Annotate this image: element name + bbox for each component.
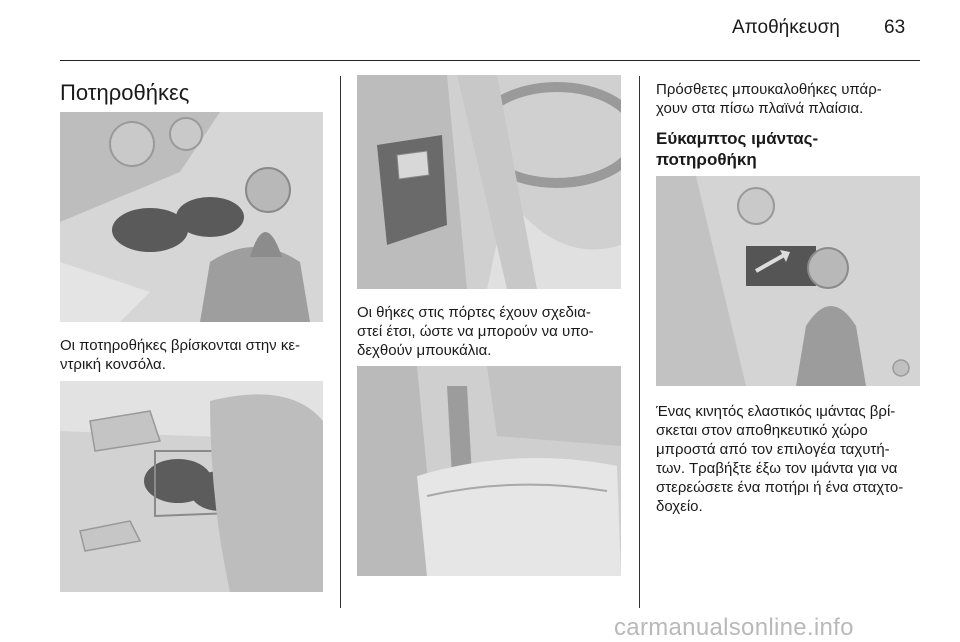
center-console-cupholder-photo — [60, 112, 323, 322]
header-title: Αποθήκευση — [732, 17, 840, 38]
column-divider — [639, 76, 640, 608]
flexible-strap-subheading: Εύκαμπτος ιμάντας- ποτηροθήκη — [656, 129, 819, 169]
page-number: 63 — [884, 17, 906, 38]
additional-bottle-holders-text: Πρόσθετες μπουκαλοθήκες υπάρ- χουν στα πίσω πλαϊνά πλαίσια. — [656, 81, 882, 117]
header-rule — [60, 60, 920, 61]
rear-console-cupholder-photo — [60, 381, 323, 592]
watermark: carmanualsonline.info — [614, 614, 854, 641]
flexible-strap-description: Ένας κινητός ελαστικός ιμάντας βρί- σκεται στον αποθηκευτικό χώρο μπροστά από τον επιλογέα ταχυτή- των. Τραβήξτε έξω τον ιμάντα για να στερεώσετε ένα ποτήρι ή ένα σταχτο- δοχείο. — [656, 403, 904, 515]
door-pocket-photo — [357, 75, 621, 289]
flexible-strap-photo — [656, 176, 920, 386]
cupholder-caption: Οι ποτηροθήκες βρίσκονται στην κε- ντρική κονσόλα. — [60, 337, 301, 373]
column-divider — [340, 76, 341, 608]
section-title: Ποτηροθήκες — [60, 80, 190, 105]
door-pocket-caption: Οι θήκες στις πόρτες έχουν σχεδια- στεί έτσι, ώστε να μπορούν να υπο- δεχθούν μπουκάλια. — [357, 304, 594, 359]
rear-side-bottle-holder-photo — [357, 366, 621, 576]
